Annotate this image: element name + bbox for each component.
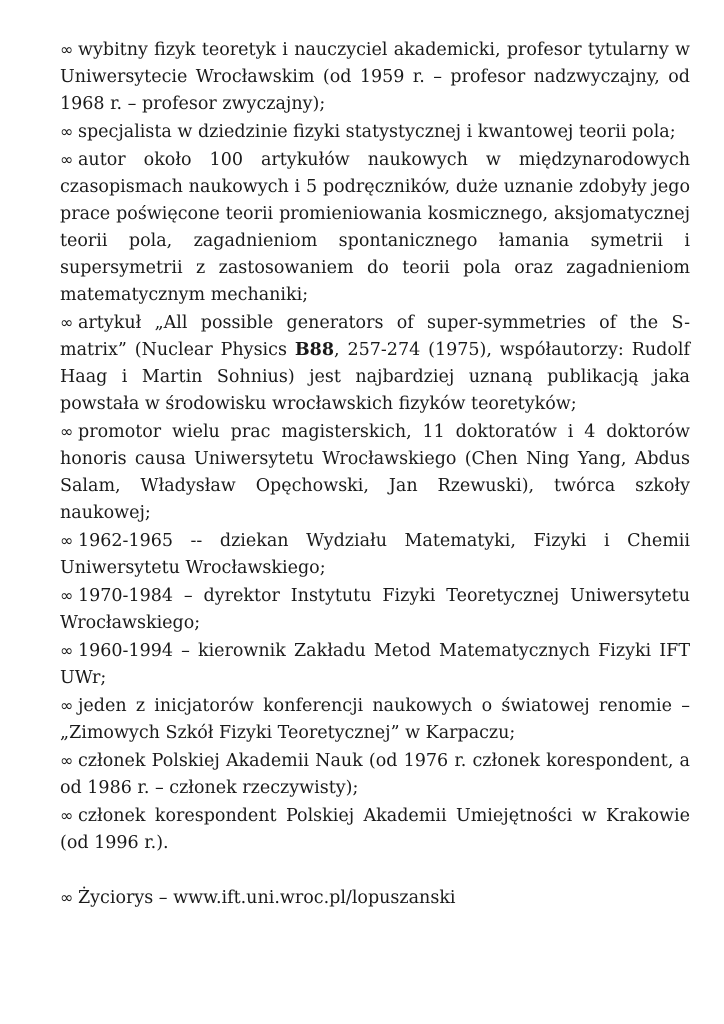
- document-page: [60, 36, 690, 912]
- infinity-bullet-icon: ∞: [60, 751, 74, 770]
- list-item: [60, 309, 690, 418]
- infinity-bullet-icon: ∞: [60, 150, 74, 169]
- infinity-bullet-icon: ∞: [60, 696, 74, 715]
- infinity-bullet-icon: ∞: [60, 641, 74, 660]
- list-item: [60, 118, 690, 146]
- list-item: [60, 36, 690, 118]
- infinity-bullet-icon: ∞: [60, 531, 74, 550]
- list-item: [60, 527, 690, 582]
- infinity-bullet-icon: ∞: [60, 40, 74, 59]
- list-item: [60, 637, 690, 692]
- infinity-bullet-icon: ∞: [60, 806, 74, 825]
- list-item: [60, 692, 690, 747]
- list-item-text: jeden z inicjatorów konferencji naukowych o światowej renomie – „Zimowych Szkół Fizyki Teoretycznej” w Karpaczu;: [60, 696, 690, 743]
- list-item-text: autor około 100 artykułów naukowych w międzynarodowych czasopismach naukowych i 5 podręczników, duże uznanie zdobyły jego prace poświęcone teorii promieniowania kosmicznego, aksjomatycznej teorii pola, zagadnieniom spontanicznego łamania symetrii i supersymetrii z zastosowaniem do teorii pola oraz zagadnieniom matematycznym mechaniki;: [60, 150, 690, 305]
- list-item: [60, 802, 690, 857]
- infinity-bullet-icon: ∞: [60, 122, 74, 141]
- infinity-bullet-icon: ∞: [60, 422, 74, 441]
- list-item-text: specjalista w dziedzinie fizyki statystycznej i kwantowej teorii pola;: [78, 122, 676, 142]
- list-item-text: 1960-1994 – kierownik Zakładu Metod Matematycznych Fizyki IFT UWr;: [60, 641, 690, 688]
- list-item-text-after: , 257-274 (1975), współautorzy: Rudolf Haag i Martin Sohnius) jest najbardziej uznaną publikacją jaka powstała w środowisku wrocławskich fizyków teoretyków;: [60, 340, 690, 414]
- list-item: [60, 146, 690, 309]
- list-item-text: członek Polskiej Akademii Nauk (od 1976 r. członek korespondent, a od 1986 r. – członek rzeczywisty);: [60, 751, 690, 798]
- cv-link-line[interactable]: [60, 884, 690, 912]
- list-item-text: członek korespondent Polskiej Akademii Umiejętności w Krakowie (od 1996 r.).: [60, 806, 690, 853]
- list-item: [60, 747, 690, 802]
- list-item-text: wybitny fizyk teoretyk i nauczyciel akademicki, profesor tytularny w Uniwersytecie Wrocławskim (od 1959 r. – profesor nadzwyczajny, od 1968 r. – profesor zwyczajny);: [60, 40, 690, 114]
- list-item-text: 1970-1984 – dyrektor Instytutu Fizyki Teoretycznej Uniwersytetu Wrocławskiego;: [60, 586, 690, 633]
- cv-link-text[interactable]: Życiorys – www.ift.uni.wroc.pl/lopuszanski: [78, 888, 456, 908]
- journal-volume: B88: [294, 340, 335, 360]
- infinity-bullet-icon: ∞: [60, 313, 74, 332]
- infinity-bullet-icon: ∞: [60, 888, 74, 907]
- list-item-text-before: artykuł „All possible generators of super-symmetries of the S-matrix” (Nuclear Physics: [60, 313, 690, 360]
- infinity-bullet-icon: ∞: [60, 586, 74, 605]
- spacer: [60, 857, 690, 884]
- list-item-text: 1962-1965 -- dziekan Wydziału Matematyki, Fizyki i Chemii Uniwersytetu Wrocławskiego;: [60, 531, 690, 578]
- list-item-text: promotor wielu prac magisterskich, 11 doktoratów i 4 doktorów honoris causa Uniwersytetu Wrocławskiego (Chen Ning Yang, Abdus Salam, Władysław Opęchowski, Jan Rzewuski), twórca szkoły naukowej;: [60, 422, 690, 523]
- list-item: [60, 418, 690, 527]
- list-item: [60, 582, 690, 637]
